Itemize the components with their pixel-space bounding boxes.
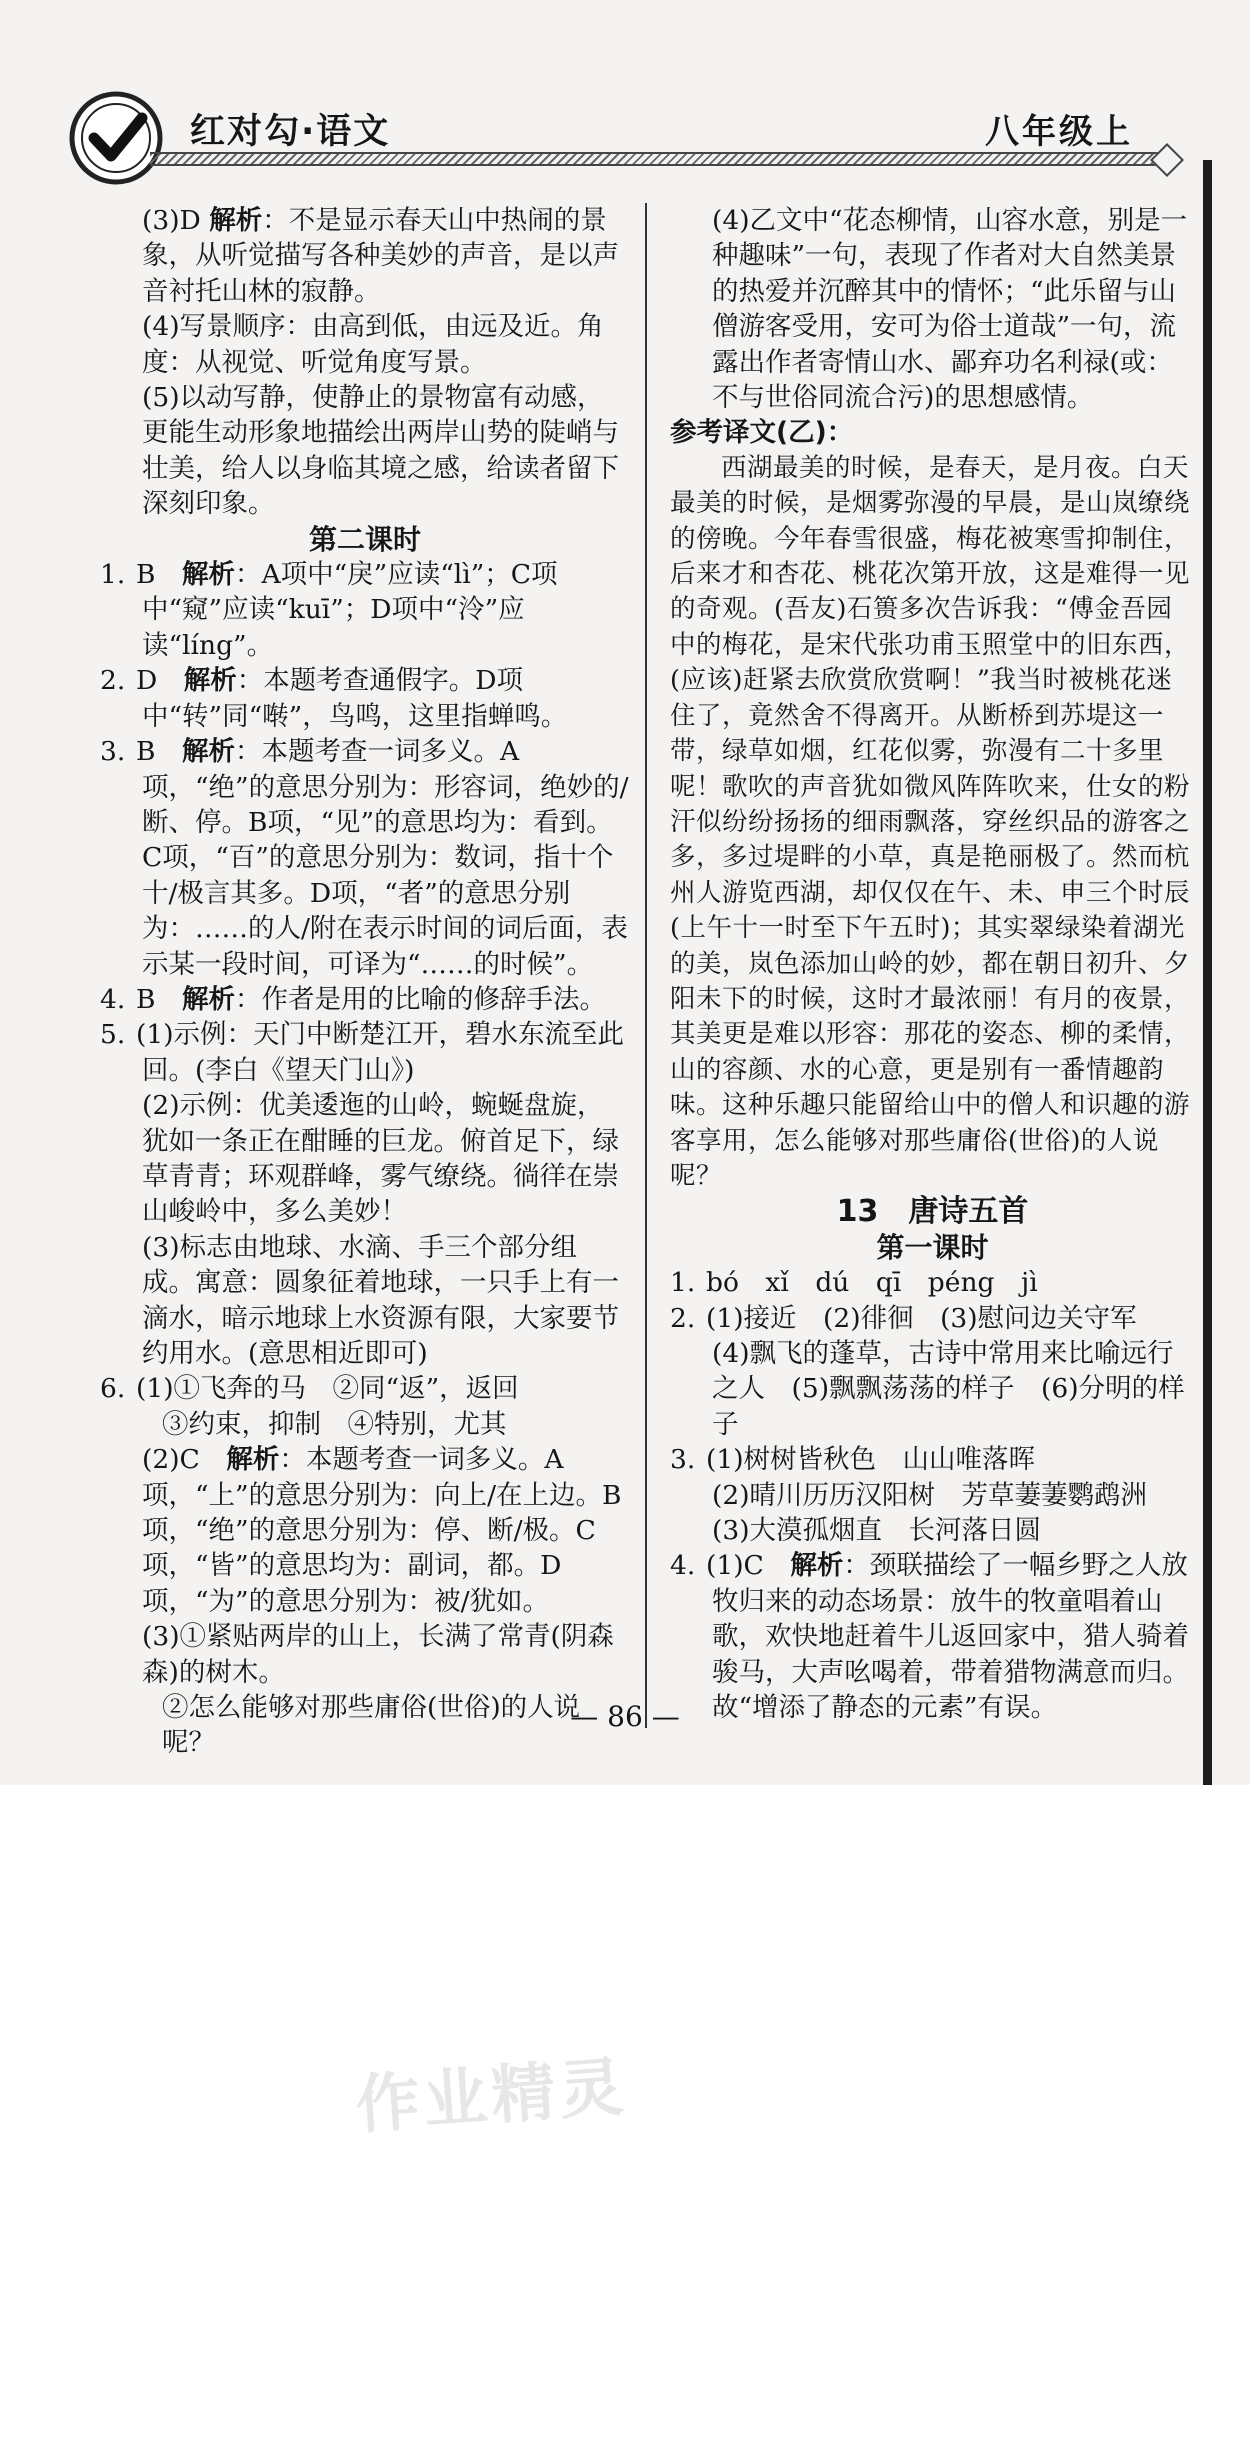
left-column — [100, 203, 630, 1761]
item-number: 4. — [670, 1550, 696, 1582]
page-edge-shadow — [1203, 160, 1212, 1785]
answer-continuation — [100, 309, 630, 380]
answer-item — [670, 1548, 1195, 1725]
answer-item — [100, 557, 630, 663]
watermark: 作业精灵 — [353, 2050, 630, 2144]
answer-text: ：颈联描绘了一幅乡野之人放牧归来的动态场景：放牛的牧童唱着山歌，欢快地赶着牛儿返回家中，猎人骑着骏马，大声吆喝着，带着猎物满意而归。故“增添了静态的元素”有误。 — [712, 1550, 1189, 1724]
item-number: 1. — [670, 1267, 696, 1299]
analysis-label: 解析 — [181, 559, 235, 591]
answer-text: (5)以动写静，使静止的景物富有动感，更能生动形象地描绘出两岸山势的陡峭与壮美，给人以身临其境之感，给读者留下深刻印象。 — [142, 382, 619, 520]
answer-text: B — [136, 559, 182, 591]
item-number: 2. — [670, 1302, 696, 1334]
grade-label: 八年级上 — [985, 112, 1133, 152]
answer-continuation — [100, 1407, 630, 1442]
answer-text: (2)晴川历历汉阳树 芳草萋萋鹦鹉洲 — [712, 1479, 1148, 1511]
answer-continuation — [100, 203, 630, 309]
analysis-label: 解析 — [181, 983, 235, 1015]
item-number: 1. — [100, 559, 126, 591]
answer-text: ：本题考查通假字。D项中“转”同“啭”，鸟鸣，这里指蝉鸣。 — [142, 665, 568, 732]
answer-continuation — [100, 1088, 630, 1230]
answer-text: (1)接近 (2)徘徊 (3)慰问边关守军 — [706, 1302, 1137, 1334]
answer-text: ：A项中“戾”应读“lì”；C项中“窥”应读“kuī”；D项中“泠”应读“líng”。 — [142, 559, 558, 661]
answer-continuation — [670, 1513, 1195, 1548]
answer-text: (4)乙文中“花态柳情，山容水意，别是一种趣味”一句，表现了作者对大自然美景的热爱并沉醉其中的情怀；“此乐留与山僧游客受用，安可为俗士道哉”一句，流露出作者寄情山水、鄙弃功名利禄(或：不与世俗同流合污)的思想感情。 — [712, 205, 1188, 414]
item-number: 5. — [100, 1019, 126, 1051]
lesson-title: 13 唐诗五首 — [836, 1194, 1029, 1230]
answer-text: (1)C — [706, 1550, 791, 1582]
item-number: 3. — [670, 1444, 696, 1476]
section-heading: 第一课时 — [876, 1230, 989, 1264]
analysis-label: 解析 — [183, 665, 237, 697]
answer-item — [100, 982, 630, 1017]
answer-text: B — [136, 736, 182, 768]
answer-text: ：本题考查一词多义。A项，“上”的意思分别为：向上/在上边。B项，“绝”的意思分别为：停、断/极。C项，“皆”的意思均为：副词，都。D项，“为”的意思分别为：被/犹如。 — [142, 1444, 622, 1617]
answer-text: (3)大漠孤烟直 长河落日圆 — [712, 1515, 1042, 1547]
answer-continuation — [100, 1619, 630, 1690]
brand-title: 红对勾·语文 — [190, 112, 391, 152]
analysis-label: 解析 — [181, 736, 235, 768]
analysis-label: 解析 — [226, 1444, 280, 1476]
check-logo-icon — [66, 88, 166, 188]
translation-paragraph: 西湖最美的时候，是春天，是月夜。白天最美的时候，是烟雾弥漫的早晨，是山岚缭绕的傍晚。今年春雪很盛，梅花被寒雪抑制住，后来才和杏花、桃花次第开放，这是难得一见的奇观。(吾友)石篑多次告诉我：“傅金吾园中的梅花，是宋代张功甫玉照堂中的旧东西，(应该)赶紧去欣赏欣赏啊！”我当时被桃花迷住了，竟然舍不得离开。从断桥到苏堤这一带，绿草如烟，红花似雾，弥漫有二十多里呢！歌吹的声音犹如微风阵阵吹来，仕女的粉汗似纷纷扬扬的细雨飘落，穿丝织品的游客之多，多过堤畔的小草，真是艳丽极了。然而杭州人游览西湖，却仅仅在午、未、申三个时辰(上午十一时至下午五时)；其实翠绿染着湖光的美，岚色添加山岭的妙，都在朝日初升、夕阳未下的时候，这时才最浓丽！有月的夜景，其美更是难以形容：那花的姿态、柳的柔情，山的容颜、水的心意，更是别有一番情趣韵味。这种乐趣只能留给山中的僧人和识趣的游客享用，怎么能够对那些庸俗(世俗)的人说呢？ — [670, 452, 1191, 1191]
item-number: 3. — [100, 736, 126, 768]
answer-item — [100, 1371, 630, 1406]
answer-item — [100, 1017, 630, 1088]
answer-continuation — [670, 203, 1195, 415]
answer-continuation — [100, 1442, 630, 1619]
answer-text: ：不是显示春天山中热闹的景象，从听觉描写各种美妙的声音，是以声音衬托山林的寂静。 — [142, 205, 619, 307]
item-number: 6. — [100, 1373, 126, 1405]
answer-text: (3)标志由地球、水滴、手三个部分组成。寓意：圆象征着地球，一只手上有一滴水，暗示地球上水资源有限，大家要节约用水。(意思相近即可) — [142, 1231, 619, 1369]
item-number: 4. — [100, 983, 126, 1015]
answer-item — [670, 1442, 1195, 1477]
answer-text: (4)飘飞的蓬草，古诗中常用来比喻远行之人 (5)飘飘荡荡的样子 (6)分明的样子 — [712, 1338, 1185, 1440]
answer-text: ：作者是用的比喻的修辞手法。 — [234, 983, 606, 1015]
item-number: 2. — [100, 665, 126, 697]
analysis-label: 解析 — [209, 205, 263, 236]
section-heading: 第二课时 — [308, 522, 421, 556]
answer-text: ：本题考查一词多义。A项，“绝”的意思分别为：形容词，绝妙的/断、停。B项，“见”的意思均为：看到。C项，“百”的意思分别为：数词，指十个十/极言其多。D项，“者”的意思分别为：……的人/附在表示时间的词后面，表示某一段时间，可译为“……的时候”。 — [142, 736, 629, 980]
page-number: — 86 — — [570, 1700, 680, 1733]
right-column — [670, 203, 1195, 1725]
answer-item — [670, 1265, 1195, 1300]
answer-text: bó xǐ dú qī péng jì — [706, 1267, 1038, 1299]
answer-text: (1)示例：天门中断楚江开，碧水东流至此回。(李白《望天门山》) — [136, 1019, 625, 1086]
answer-continuation — [670, 1478, 1195, 1513]
answer-text: (3)①紧贴两岸的山上，长满了常青(阴森森)的树木。 — [142, 1621, 614, 1688]
answer-text: D — [136, 665, 184, 697]
answer-text: (1)树树皆秋色 山山唯落晖 — [706, 1444, 1036, 1476]
answer-text: (1)①飞奔的马 ②同“返”，返回 — [136, 1373, 519, 1405]
answer-text: ③约束，抑制 ④特别，尤其 — [162, 1408, 507, 1440]
answer-item — [100, 734, 630, 982]
header-rule — [150, 152, 1160, 166]
translation-heading: 参考译文(乙)： — [670, 417, 854, 449]
answer-text: (2)C — [142, 1444, 227, 1476]
answer-continuation — [670, 1336, 1195, 1442]
answer-item — [100, 663, 630, 734]
answer-text: (2)示例：优美逶迤的山岭，蜿蜒盘旋，犹如一条正在酣睡的巨龙。俯首足下，绿草青青；环观群峰，雾气缭绕。徜徉在崇山峻岭中，多么美妙！ — [142, 1090, 619, 1228]
answer-item — [670, 1301, 1195, 1336]
answer-continuation — [100, 1230, 630, 1372]
answer-text: ②怎么能够对那些庸俗(世俗)的人说呢？ — [162, 1692, 581, 1759]
answer-text: (3)D — [142, 205, 210, 236]
answer-continuation — [100, 380, 630, 522]
answer-text: (4)写景顺序：由高到低，由远及近。角度：从视觉、听觉角度写景。 — [142, 311, 604, 378]
answer-text: B — [136, 983, 182, 1015]
column-divider — [645, 203, 647, 1728]
analysis-label: 解析 — [790, 1550, 844, 1582]
